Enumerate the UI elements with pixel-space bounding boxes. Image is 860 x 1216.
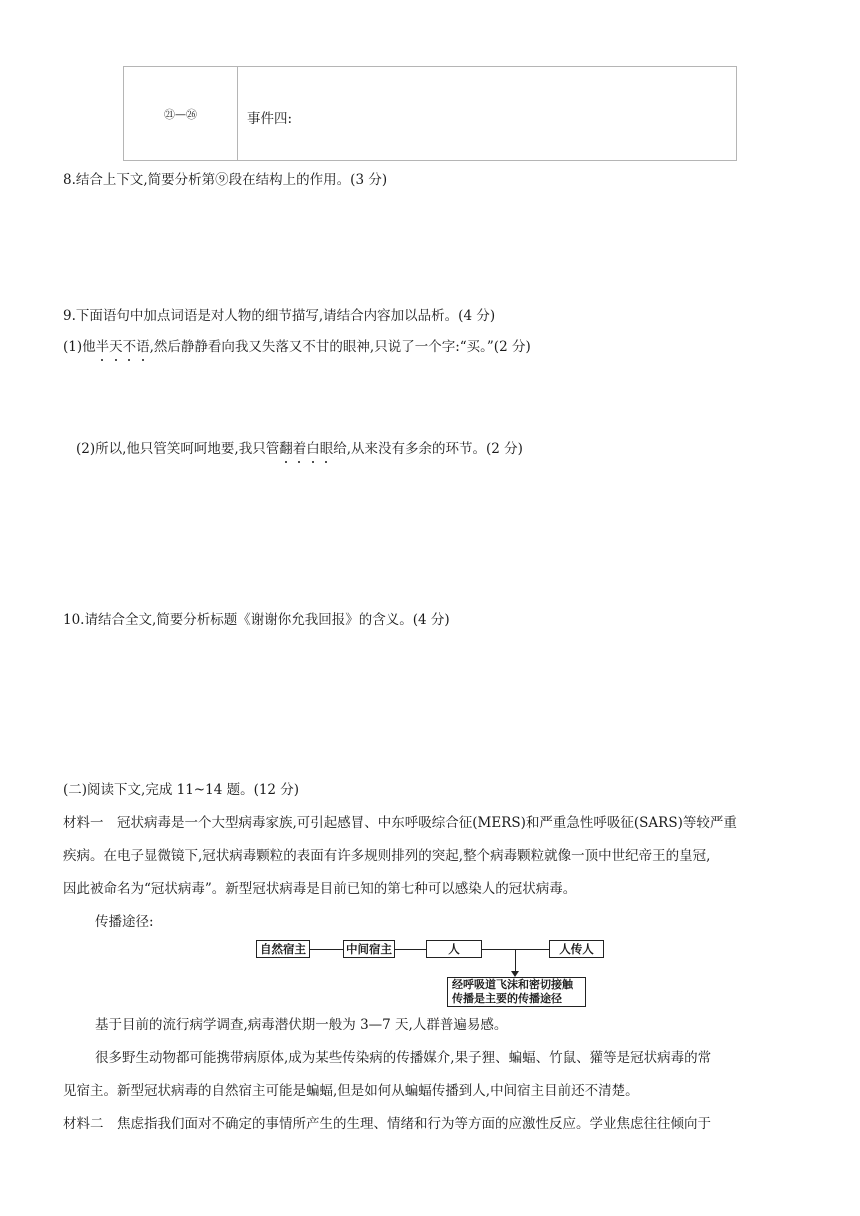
emphasis-dotted-char: 翻 [279, 441, 293, 457]
table-range-label: ㉑—㉖ [164, 107, 197, 121]
note-line-1: 经呼吸道飞沫和密切接触 [452, 978, 573, 991]
node-human: 人 [426, 940, 482, 958]
note-line-2: 传播是主要的传播途径 [452, 992, 562, 1005]
emphasis-dotted-char: 着 [292, 441, 307, 457]
q9-sub2-pre: (2)所以,他只管笑呵呵地要,我只管 [76, 441, 280, 457]
hosts-paragraph-line-1: 很多野生动物都可能携带病原体,成为某些传染病的传播媒介,果子狸、蝙蝠、竹鼠、獾等是冠状病毒的常 [95, 1050, 712, 1066]
emphasis-dotted-char: 天 [109, 339, 123, 355]
material-1-line-3: 因此被命名为“冠状病毒”。新型冠状病毒是目前已知的第七种可以感染人的冠状病毒。 [63, 881, 577, 897]
q9-sub2-post: 给,从来没有多余的环节。(2 分) [333, 441, 523, 457]
node-intermediate-host: 中间宿主 [343, 940, 395, 958]
section-2-heading: (二)阅读下文,完成 11~14 题。(12 分) [63, 782, 300, 798]
question-9-prompt: 9.下面语句中加点词语是对人物的细节描写,请结合内容加以品析。(4 分) [63, 308, 496, 324]
emphasis-dotted-char: 白 [306, 441, 320, 457]
question-9-sub1 [63, 338, 531, 356]
q9-sub1-dotted-word [96, 339, 150, 355]
question-10: 10.请结合全文,简要分析标题《谢谢你允我回报》的含义。(4 分) [63, 612, 450, 628]
q9-sub1-post: ,然后静静看向我又失落又不甘的眼神,只说了一个字:“买。”(2 分) [149, 339, 531, 355]
node-natural-host: 自然宿主 [256, 940, 310, 958]
emphasis-dotted-char: 半 [95, 339, 110, 355]
node-human-to-human: 人传人 [549, 940, 604, 958]
question-9-sub2 [76, 440, 523, 458]
emphasis-dotted-char: 眼 [319, 441, 334, 457]
table-event-label: 事件四: [247, 111, 293, 127]
emphasis-dotted-char: 语 [136, 339, 150, 355]
material-1-line-2: 疾病。在电子显微镜下,冠状病毒颗粒的表面有许多规则排列的突起,整个病毒颗粒就像一顶中世纪帝王的皇冠, [63, 848, 711, 864]
transmission-note-box [447, 977, 586, 1007]
incubation-paragraph: 基于目前的流行病学调查,病毒潜伏期一般为 3—7 天,人群普遍易感。 [95, 1017, 508, 1033]
transmission-route-label: 传播途径: [95, 914, 154, 930]
q9-sub1-pre: (1)他 [63, 339, 96, 355]
material-2-line-1: 材料二 焦虑指我们面对不确定的事情所产生的生理、情绪和行为等方面的应激性反应。学业焦虑往往倾向于 [63, 1116, 711, 1132]
hosts-paragraph-line-2: 见宿主。新型冠状病毒的自然宿主可能是蝙蝠,但是如何从蝙蝠传播到人,中间宿主目前还不清楚。 [63, 1083, 639, 1099]
connector-2 [395, 949, 426, 950]
q9-sub2-dotted-word [279, 441, 333, 457]
table-range-cell [124, 67, 238, 160]
material-1-line-1: 材料一 冠状病毒是一个大型病毒家族,可引起感冒、中东呼吸综合征(MERS)和严重急性呼吸征(SARS)等较严重 [63, 815, 737, 831]
connector-down [515, 949, 516, 973]
connector-1 [310, 949, 343, 950]
question-8: 8.结合上下文,简要分析第⑨段在结构上的作用。(3 分) [63, 172, 388, 188]
emphasis-dotted-char: 不 [122, 339, 137, 355]
event-table [123, 66, 737, 161]
